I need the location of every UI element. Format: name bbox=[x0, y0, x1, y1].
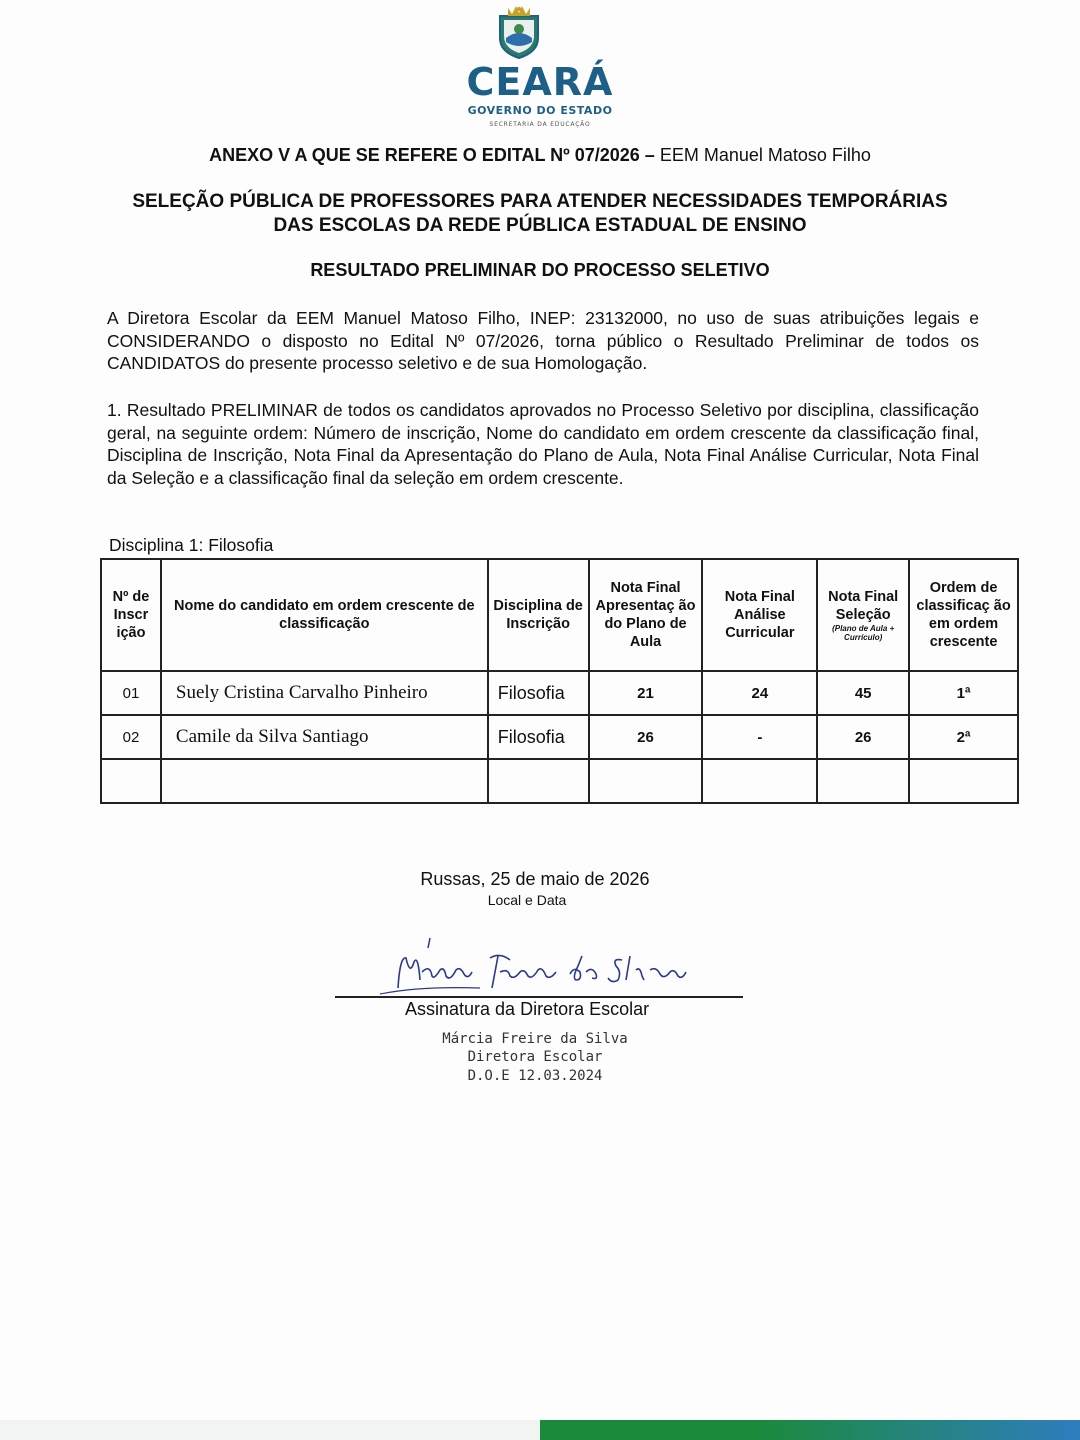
header-nome: Nome do candidato em ordem crescente de classificação bbox=[161, 559, 488, 671]
cell-inscricao: 02 bbox=[101, 715, 161, 759]
table-row bbox=[101, 671, 1018, 715]
cell-curricular: - bbox=[702, 715, 817, 759]
stamp-role: Diretora Escolar bbox=[467, 1049, 603, 1065]
header-selecao-label: Nota Final Seleção bbox=[828, 589, 899, 623]
empty-cell bbox=[909, 759, 1018, 803]
selection-title-line-1: SELEÇÃO PÚBLICA DE PROFESSORES PARA ATENDER NECESSIDADES TEMPORÁRIAS bbox=[132, 191, 948, 212]
annex-heading bbox=[100, 145, 980, 166]
cell-nome: Suely Cristina Carvalho Pinheiro bbox=[161, 671, 488, 715]
header-selecao bbox=[817, 559, 909, 671]
empty-cell bbox=[589, 759, 703, 803]
stamp-doe: D.O.E 12.03.2024 bbox=[467, 1068, 603, 1084]
stamp-name: Márcia Freire da Silva bbox=[442, 1031, 628, 1047]
cell-disciplina: Filosofia bbox=[488, 715, 589, 759]
selection-title bbox=[100, 190, 980, 238]
signature-caption: Assinatura da Diretora Escolar bbox=[405, 999, 650, 1019]
table-row bbox=[101, 715, 1018, 759]
handwritten-signature bbox=[360, 936, 740, 996]
empty-cell bbox=[161, 759, 488, 803]
header-disciplina: Disciplina de Inscrição bbox=[488, 559, 589, 671]
cell-ordem: 1ª bbox=[909, 671, 1018, 715]
discipline-label: Disciplina 1: Filosofia bbox=[109, 535, 274, 555]
signature-line bbox=[335, 996, 743, 998]
annex-heading-school: EEM Manuel Matoso Filho bbox=[659, 145, 871, 165]
empty-cell bbox=[817, 759, 909, 803]
cell-ordem: 2ª bbox=[909, 715, 1018, 759]
cell-curricular: 24 bbox=[702, 671, 817, 715]
empty-cell bbox=[101, 759, 161, 803]
cell-inscricao: 01 bbox=[101, 671, 161, 715]
result-title: RESULTADO PRELIMINAR DO PROCESSO SELETIVO bbox=[310, 260, 770, 280]
header-selecao-note: (Plano de Aula + Currículo) bbox=[832, 624, 895, 642]
selection-title-line-2: DAS ESCOLAS DA REDE PÚBLICA ESTADUAL DE ENSINO bbox=[273, 215, 807, 236]
brand-subtitle: GOVERNO DO ESTADO bbox=[467, 104, 613, 117]
cell-plano: 26 bbox=[589, 715, 703, 759]
header-inscricao: Nº de Inscr ição bbox=[101, 559, 161, 671]
brand-department: SECRETARIA DA EDUCAÇÃO bbox=[489, 121, 591, 128]
cell-selecao: 26 bbox=[817, 715, 909, 759]
empty-cell bbox=[702, 759, 817, 803]
footer-fade bbox=[0, 1420, 540, 1440]
coat-of-arms-icon bbox=[494, 2, 544, 60]
table-row-empty bbox=[101, 759, 1018, 803]
header-curricular: Nota Final Análise Curricular bbox=[702, 559, 817, 671]
header-plano: Nota Final Apresentaç ão do Plano de Aula bbox=[589, 559, 703, 671]
place-date: Russas, 25 de maio de 2026 bbox=[420, 869, 650, 889]
cell-selecao: 45 bbox=[817, 671, 909, 715]
annex-heading-bold: ANEXO V A QUE SE REFERE O EDITAL Nº 07/2026 – bbox=[209, 145, 655, 165]
empty-cell bbox=[488, 759, 589, 803]
intro-paragraph: A Diretora Escolar da EEM Manuel Matoso Filho, INEP: 23132000, no uso de suas atribuições legais e CONSIDERANDO o disposto no Edital Nº 07/2026, torna público o Resultado Preliminar de todos os CANDIDATOS do presente processo seletivo e de sua Homologação. bbox=[107, 308, 979, 373]
cell-disciplina: Filosofia bbox=[488, 671, 589, 715]
result-paragraph: 1. Resultado PRELIMINAR de todos os candidatos aprovados no Processo Seletivo por disciplina, classificação geral, na seguinte ordem: Número de inscrição, Nome do candidato em ordem crescente da classificação final, Disciplina de Inscrição, Nota Final da Apresentação do Plano de Aula, Nota Final Análise Curricular, Nota Final da Seleção e a classificação final da seleção em ordem crescente. bbox=[107, 400, 979, 488]
place-date-label: Local e Data bbox=[487, 892, 567, 908]
table-header-row bbox=[101, 559, 1018, 671]
results-table bbox=[100, 558, 1019, 804]
cell-plano: 21 bbox=[589, 671, 703, 715]
header-ordem: Ordem de classificaç ão em ordem crescente bbox=[909, 559, 1018, 671]
cell-nome: Camile da Silva Santiago bbox=[161, 715, 488, 759]
brand-title: CEARÁ bbox=[466, 60, 614, 104]
